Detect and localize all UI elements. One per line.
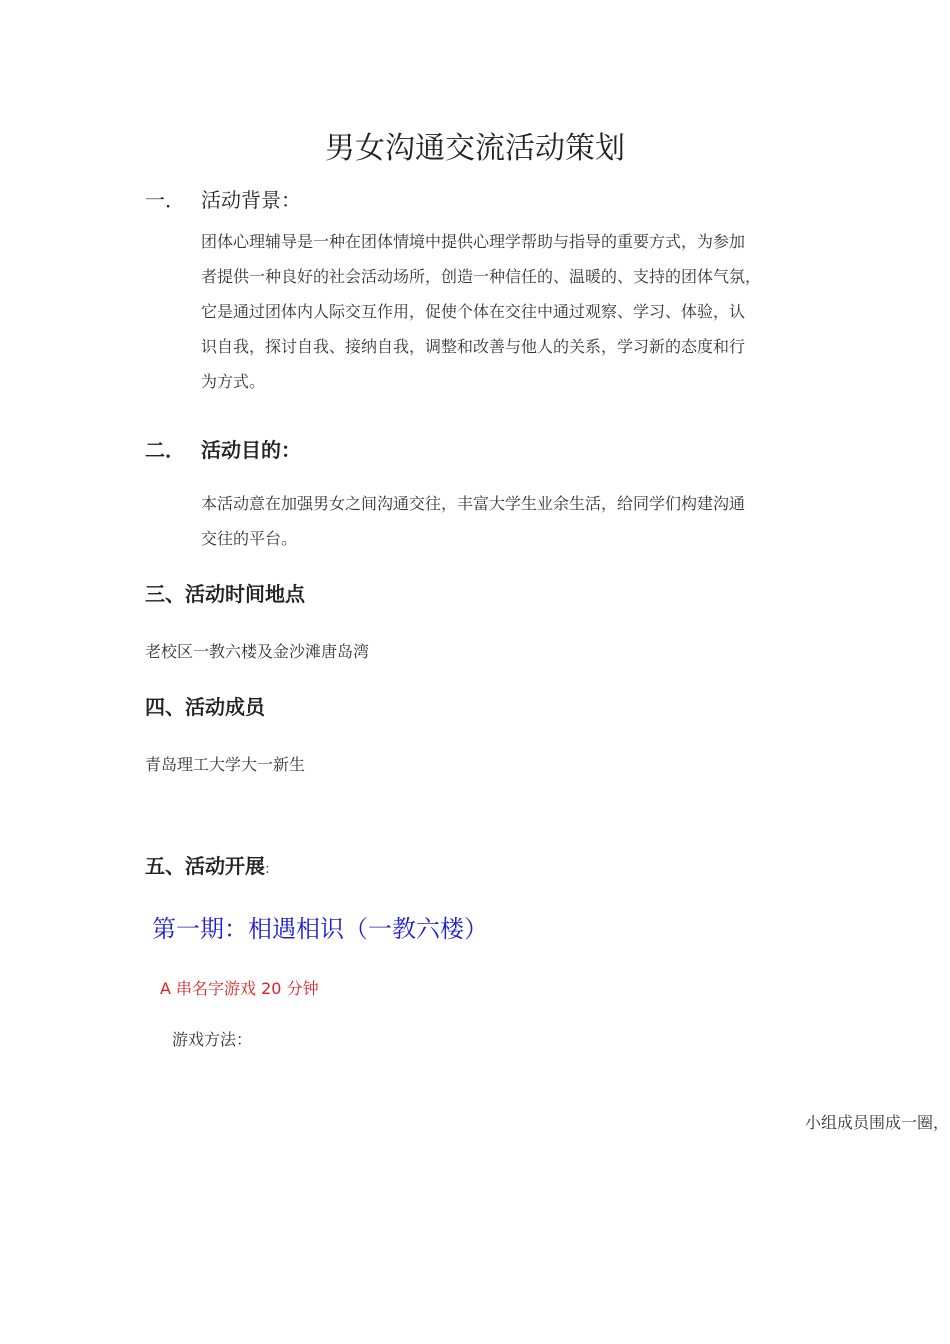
game-a-title: A 串名字游戏 20 分钟 <box>160 979 319 998</box>
section-2-heading: 活动目的： <box>201 438 301 462</box>
section-1-number: 一． <box>145 188 185 212</box>
section-5-colon: : <box>265 861 270 877</box>
phase-1-heading: 第一期：相遇相识（一教六楼） <box>152 915 488 943</box>
section-1-paragraph <box>201 224 761 399</box>
section-1-heading: 活动背景： <box>201 188 301 212</box>
paragraph-line: 本活动意在加强男女之间沟通交往，丰富大学生业余生活，给同学们构建沟通 <box>201 494 746 513</box>
paragraph-line: 识自我，探讨自我、接纳自我，调整和改善与他人的关系，学习新的态度和行 <box>201 337 746 356</box>
section-3-heading: 三、活动时间地点 <box>145 582 305 606</box>
document-title: 男女沟通交流活动策划 <box>325 131 625 166</box>
section-5-heading-row <box>145 852 270 883</box>
paragraph-line: 为方式。 <box>201 372 266 391</box>
game-method-label: 游戏方法： <box>172 1030 253 1049</box>
paragraph-line: 团体心理辅导是一种在团体情境中提供心理学帮助与指导的重要方式，为参加 <box>201 232 746 251</box>
paragraph-line: 者提供一种良好的社会活动场所，创造一种信任的、温暖的、支持的团体气氛， <box>201 267 762 286</box>
game-method-text-cut: 小组成员围成一圈， <box>805 1113 950 1132</box>
section-2-number: 二． <box>145 438 185 462</box>
section-3-content: 老校区一教六楼及金沙滩唐岛湾 <box>145 642 370 661</box>
section-4-heading: 四、活动成员 <box>145 695 265 719</box>
paragraph-line: 它是通过团体内人际交互作用，促使个体在交往中通过观察、学习、体验，认 <box>201 302 746 321</box>
section-4-content: 青岛理工大学大一新生 <box>145 755 306 774</box>
section-2-paragraph <box>201 486 745 556</box>
paragraph-line: 交往的平台。 <box>201 529 298 548</box>
section-5-heading: 五、活动开展 <box>145 854 265 878</box>
